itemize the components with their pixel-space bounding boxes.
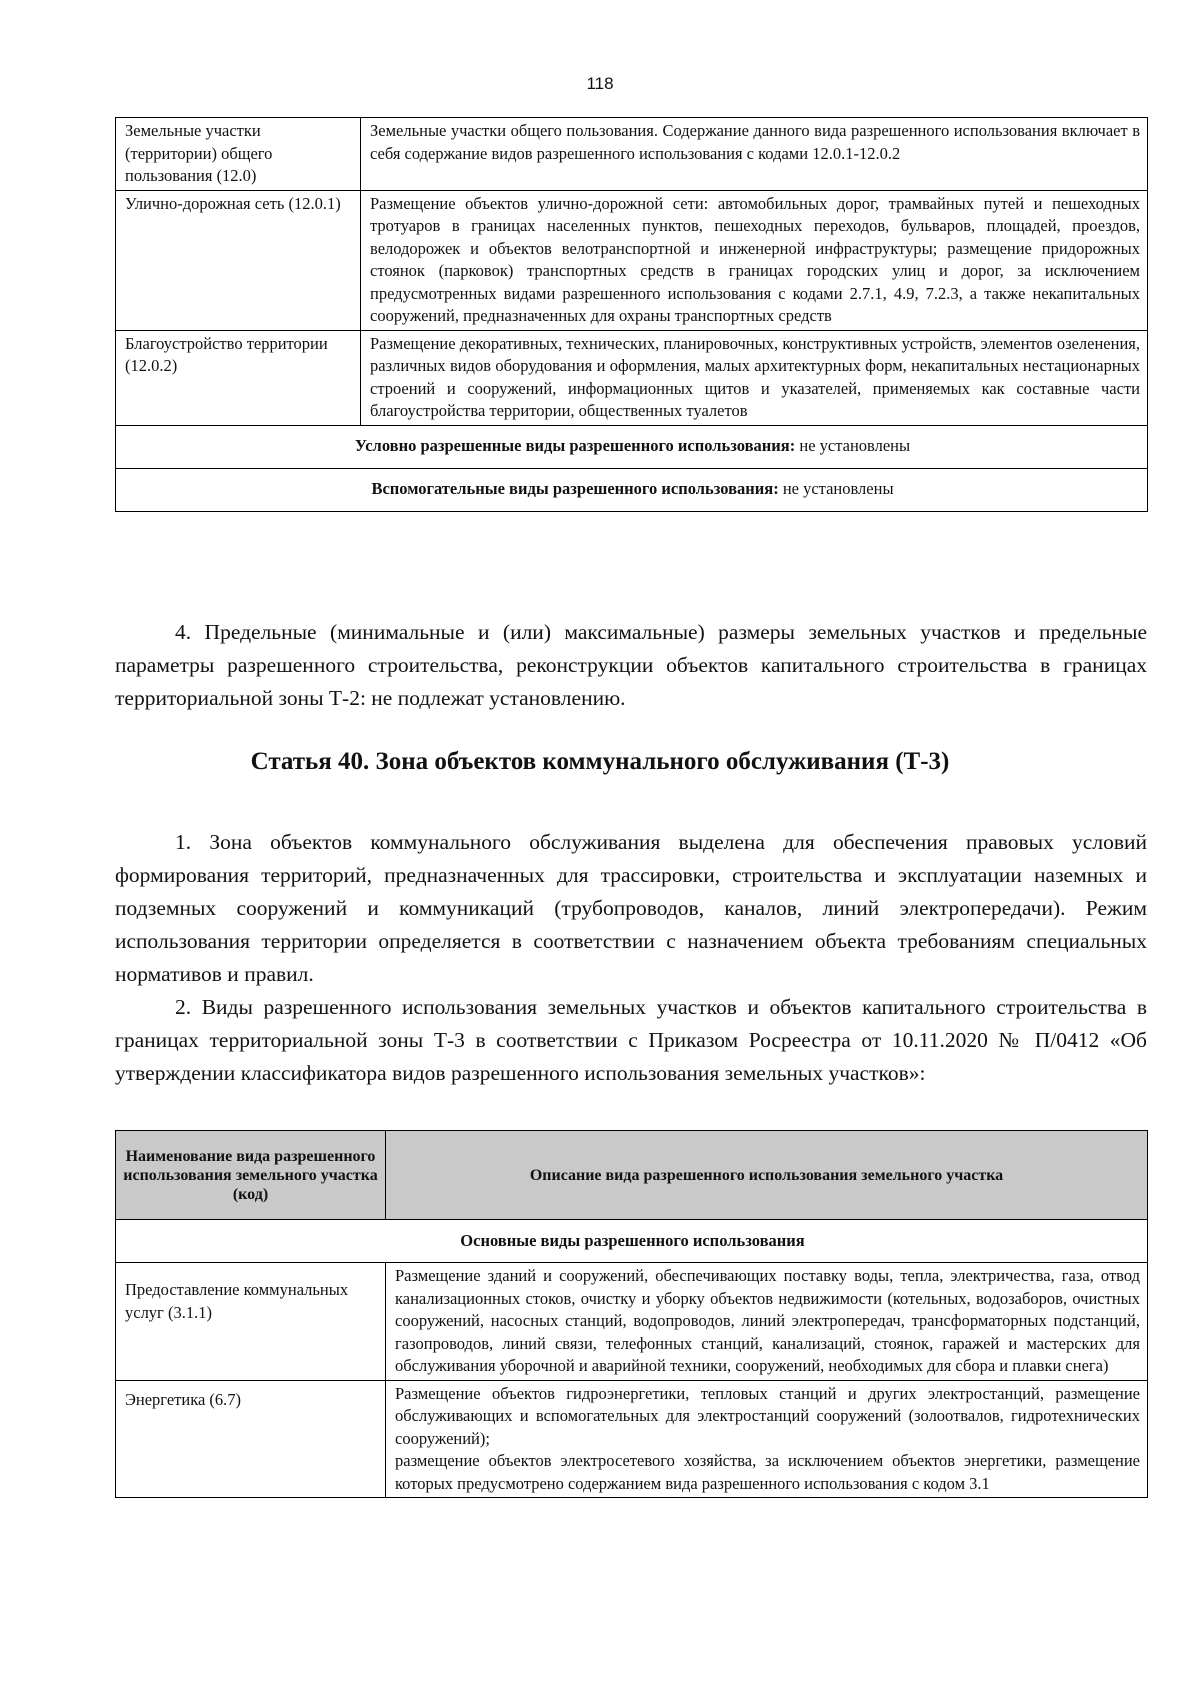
section-row [116, 1220, 1148, 1263]
table-row [116, 1380, 1148, 1498]
table-row [116, 1263, 1148, 1381]
conditional-uses-cell [116, 425, 1148, 468]
auxiliary-uses-cell [116, 468, 1148, 511]
conditional-uses-row [116, 425, 1148, 468]
paragraph-4: 4. Предельные (минимальные и (или) максимальные) размеры земельных участков и предельные параметры разрешенного строительства, реконструкции объектов капитального строительства в границах территориальной зоны Т-2: не подлежат установлению. [115, 620, 1147, 710]
table-row [116, 190, 1148, 330]
section-main-uses: Основные виды разрешенного использования [116, 1220, 1148, 1263]
use-name-cell: Благоустройство территории (12.0.2) [116, 330, 361, 425]
use-name-cell: Предоставление коммунальных услуг (3.1.1) [116, 1263, 386, 1381]
page-number: 118 [586, 74, 614, 93]
use-description-cell [386, 1380, 1148, 1498]
header-description-cell: Описание вида разрешенного использования земельного участка [386, 1131, 1148, 1220]
use-name-cell: Земельные участки (территории) общего пользования (12.0) [116, 118, 361, 191]
use-name-cell: Улично-дорожная сеть (12.0.1) [116, 190, 361, 330]
land-use-table-t3 [115, 1130, 1148, 1498]
auxiliary-uses-label: Вспомогательные виды разрешенного использования: [371, 479, 779, 499]
header-name-cell: Наименование вида разрешенного использования земельного участка (код) [116, 1131, 386, 1220]
article-title: Статья 40. Зона объектов коммунального обслуживания (Т-3) [250, 748, 950, 775]
description-line-2: размещение объектов электросетевого хозяйства, за исключением объектов энергетики, размещение которых предусмотрено содержанием вида разрешенного использования с кодом 3.1 [395, 1451, 1140, 1493]
table-header-row [116, 1131, 1148, 1220]
auxiliary-uses-value: не установлены [778, 479, 894, 499]
use-description-cell: Размещение зданий и сооружений, обеспечивающих поставку воды, тепла, электричества, газа, отвод канализационных стоков, очистку и уборку объектов недвижимости (котельных, водозаборов, очистных сооружений, насосных станций, водопроводов, линий электропередач, трансформаторных подстанций, газопроводов, линий связи, телефонных станций, канализаций, стоянок, гаражей и мастерских для обслуживания уборочной и аварийной техники, сооружений, необходимых для сбора и плавки снега) [386, 1263, 1148, 1381]
paragraph-1: 1. Зона объектов коммунального обслуживания выделена для обеспечения правовых условий формирования территорий, предназначенных для трассировки, строительства и эксплуатации наземных и подземных сооружений и коммуникаций (трубопроводов, каналов, линий электропередачи). Режим использования территории определяется в соответствии с назначением объекта требованиям специальных нормативов и правил. [115, 830, 1147, 986]
description-line-1: Размещение объектов гидроэнергетики, тепловых станций и других электростанций, размещение обслуживающих и вспомогательных для электростанций сооружений (золоотвалов, гидротехнических сооружений); [395, 1383, 1140, 1448]
table-row [116, 330, 1148, 425]
paragraph-2: 2. Виды разрешенного использования земельных участков и объектов капитального строительства в границах территориальной зоны Т-3 в соответствии с Приказом Росреестра от 10.11.2020 № П/0412 «Об утверждении классификатора видов разрешенного использования земельных участков»: [115, 995, 1147, 1085]
conditional-uses-value: не установлены [795, 436, 911, 456]
use-name-cell: Энергетика (6.7) [116, 1380, 386, 1498]
conditional-uses-label: Условно разрешенные виды разрешенного использования: [354, 436, 796, 456]
use-description-cell: Размещение декоративных, технических, планировочных, конструктивных устройств, элементов озеленения, различных видов оборудования и оформления, малых архитектурных форм, некапитальных нестационарных строений и сооружений, информационных щитов и указателей, применяемых как составные части благоустройства территории, общественных туалетов [361, 330, 1148, 425]
auxiliary-uses-row [116, 468, 1148, 511]
land-use-table-t2 [115, 117, 1148, 512]
use-description-cell: Размещение объектов улично-дорожной сети: автомобильных дорог, трамвайных путей и пешеходных тротуаров в границах населенных пунктов, пешеходных переходов, бульваров, площадей, проездов, велодорожек и объектов велотранспортной и инженерной инфраструктуры; размещение придорожных стоянок (парковок) транспортных средств в границах городских улиц и дорог, за исключением предусмотренных видами разрешенного использования с кодами 2.7.1, 4.9, 7.2.3, а также некапитальных сооружений, предназначенных для охраны транспортных средств [361, 190, 1148, 330]
table-row [116, 118, 1148, 191]
use-description-cell: Земельные участки общего пользования. Содержание данного вида разрешенного использования включает в себя содержание видов разрешенного использования с кодами 12.0.1-12.0.2 [361, 118, 1148, 191]
